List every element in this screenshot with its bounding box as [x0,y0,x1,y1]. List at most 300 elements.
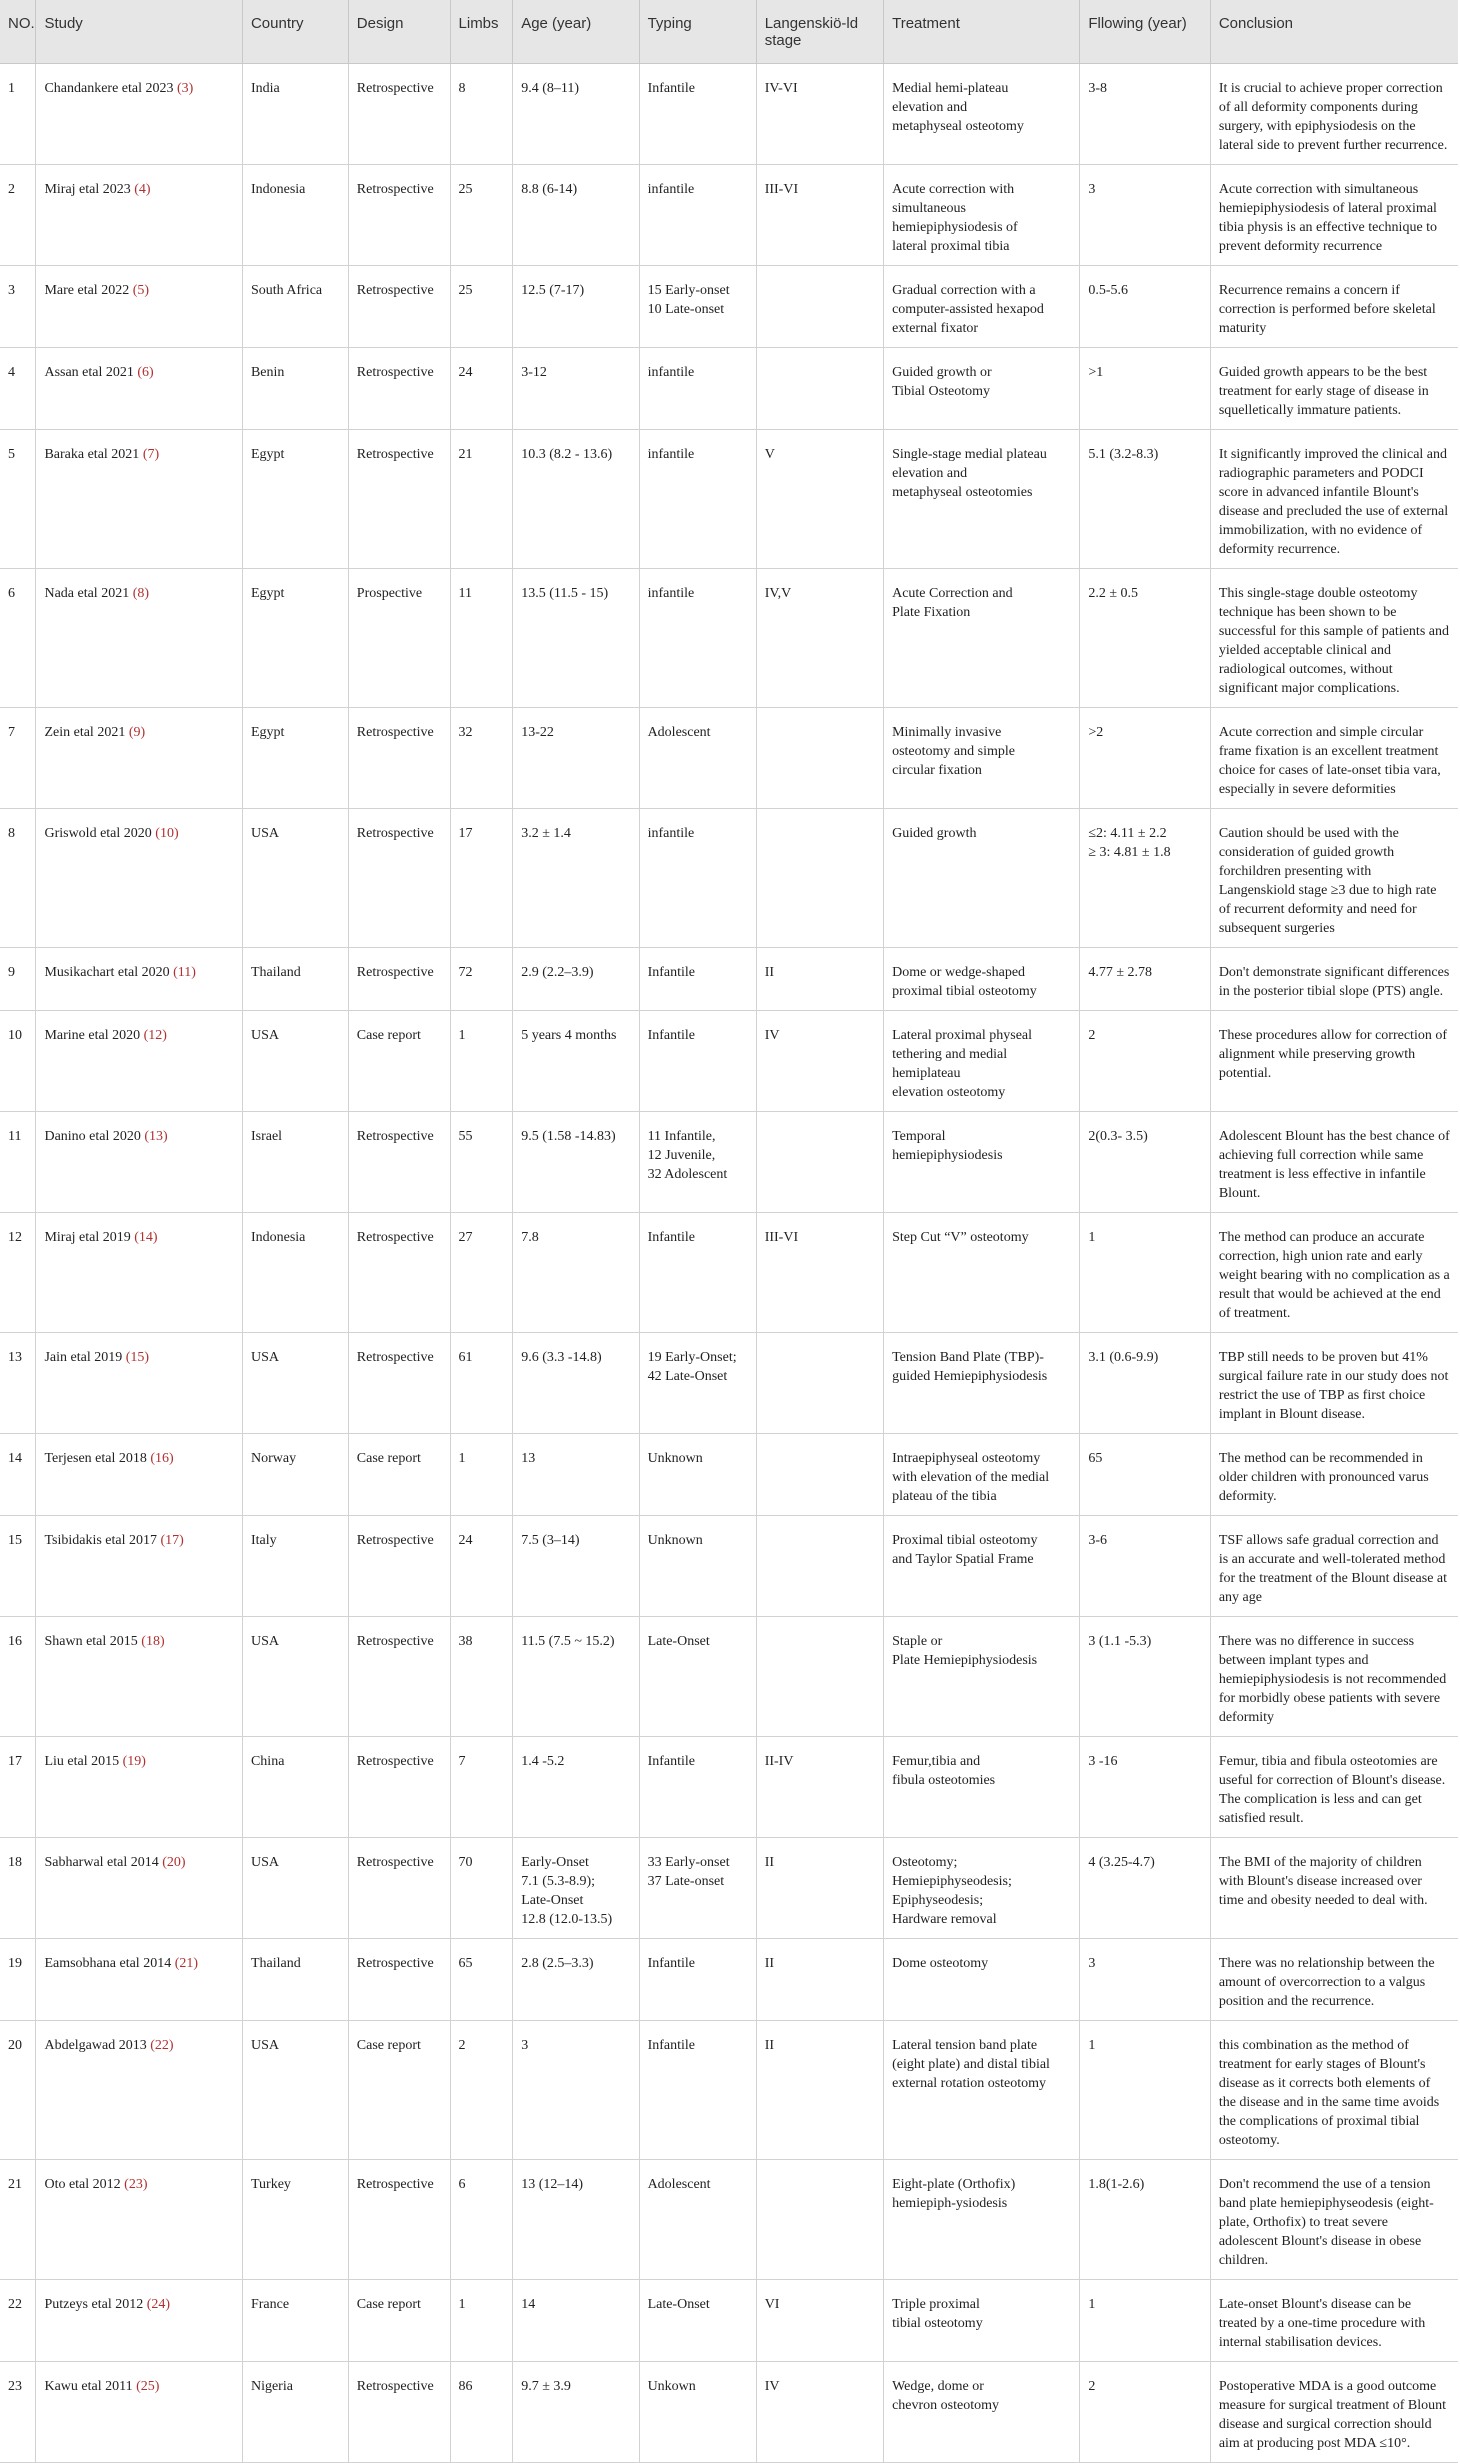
cell-conclusion: This single-stage double osteotomy technique has been shown to be successful for this sample of patients and yielded acceptable clinical and radiological outcomes, without significant major complications. [1210,569,1458,708]
cell-age: 9.4 (8–11) [513,64,639,165]
cell-study [36,1617,243,1737]
cell-design: Retrospective [348,2160,450,2280]
cell-country: Benin [242,348,348,430]
cell-design: Prospective [348,569,450,708]
cell-typing: 15 Early-onset 10 Late-onset [639,266,756,348]
cell-conclusion: The BMI of the majority of children with Blount's disease increased over time and obesity needed to deal with. [1210,1838,1458,1939]
study-name: Oto etal 2012 [44,2177,121,2192]
cell-no: 12 [0,1213,36,1333]
cell-treatment: Single-stage medial plateau elevation and metaphyseal osteotomies [884,430,1080,569]
cell-typing: Infantile [639,1939,756,2021]
cell-age: 13 [513,1434,639,1516]
cell-following: 3 [1080,165,1210,266]
cell-stage [756,708,883,809]
cell-study [36,1434,243,1516]
cell-country: South Africa [242,266,348,348]
header-typing: Typing [639,0,756,64]
cell-age: 2.9 (2.2–3.9) [513,948,639,1011]
study-name: Terjesen etal 2018 [44,1451,147,1466]
cell-no: 18 [0,1838,36,1939]
cell-stage: II-IV [756,1737,883,1838]
reference-link[interactable]: (22) [150,2038,174,2053]
cell-stage [756,2160,883,2280]
cell-study [36,266,243,348]
cell-following: 65 [1080,1434,1210,1516]
reference-link[interactable]: (11) [173,965,196,980]
cell-study [36,64,243,165]
cell-conclusion: Adolescent Blount has the best chance of achieving full correction while same treatment is less effective in infantile Blount. [1210,1112,1458,1213]
cell-design: Retrospective [348,1333,450,1434]
cell-stage: III-VI [756,1213,883,1333]
cell-conclusion: Acute correction with simultaneous hemiepiphysiodesis of lateral proximal tibia physis is an effective technique to prevent deformity recurrence [1210,165,1458,266]
cell-treatment: Triple proximal tibial osteotomy [884,2280,1080,2362]
table-row [0,1838,1458,1939]
cell-stage: II [756,948,883,1011]
cell-study [36,1838,243,1939]
cell-limbs: 86 [450,2362,513,2463]
cell-study [36,569,243,708]
table-row [0,2362,1458,2463]
cell-country: France [242,2280,348,2362]
cell-country: China [242,1737,348,1838]
cell-country: Egypt [242,569,348,708]
cell-design: Case report [348,2280,450,2362]
cell-limbs: 11 [450,569,513,708]
cell-typing: Adolescent [639,708,756,809]
table-row [0,2160,1458,2280]
cell-country: Nigeria [242,2362,348,2463]
cell-study [36,1213,243,1333]
study-name: Musikachart etal 2020 [44,965,170,980]
cell-country: Thailand [242,948,348,1011]
cell-typing: 33 Early-onset 37 Late-onset [639,1838,756,1939]
cell-study [36,948,243,1011]
cell-stage: IV-VI [756,64,883,165]
cell-age: 7.8 [513,1213,639,1333]
table-row [0,1434,1458,1516]
cell-following: 4 (3.25-4.7) [1080,1838,1210,1939]
study-name: Shawn etal 2015 [44,1634,138,1649]
cell-design: Retrospective [348,1939,450,2021]
cell-design: Retrospective [348,708,450,809]
cell-limbs: 25 [450,266,513,348]
cell-design: Case report [348,1434,450,1516]
cell-no: 23 [0,2362,36,2463]
cell-typing: 11 Infantile, 12 Juvenile, 32 Adolescent [639,1112,756,1213]
study-name: Liu etal 2015 [44,1754,120,1769]
reference-link[interactable]: (17) [160,1533,184,1548]
cell-following: 4.77 ± 2.78 [1080,948,1210,1011]
cell-limbs: 65 [450,1939,513,2021]
cell-no: 3 [0,266,36,348]
cell-country: USA [242,1838,348,1939]
cell-stage [756,809,883,948]
cell-treatment: Dome or wedge-shaped proximal tibial osteotomy [884,948,1080,1011]
cell-design: Case report [348,2021,450,2160]
cell-typing: Infantile [639,64,756,165]
cell-following: ≤2: 4.11 ± 2.2 ≥ 3: 4.81 ± 1.8 [1080,809,1210,948]
cell-following: >1 [1080,348,1210,430]
cell-limbs: 8 [450,64,513,165]
cell-no: 7 [0,708,36,809]
cell-age: 3-12 [513,348,639,430]
cell-stage: II [756,1939,883,2021]
cell-following: 2.2 ± 0.5 [1080,569,1210,708]
cell-design: Retrospective [348,165,450,266]
cell-treatment: Minimally invasive osteotomy and simple circular fixation [884,708,1080,809]
table-row [0,569,1458,708]
cell-age: 3.2 ± 1.4 [513,809,639,948]
cell-design: Case report [348,1011,450,1112]
reference-link[interactable]: (24) [146,2297,171,2312]
reference-link[interactable]: (18) [141,1634,165,1649]
cell-conclusion: It significantly improved the clinical and radiographic parameters and PODCI score in advanced infantile Blount's disease and precluded the use of external immobilization, with no evidence of deformity recurrence. [1210,430,1458,569]
cell-typing: Unknown [639,1434,756,1516]
cell-limbs: 24 [450,1516,513,1617]
header-study: Study [36,0,243,64]
table-row [0,2280,1458,2362]
cell-conclusion: Don't demonstrate significant differences in the posterior tibial slope (PTS) angle. [1210,948,1458,1011]
cell-stage: VI [756,2280,883,2362]
cell-conclusion: The method can produce an accurate correction, high union rate and early weight bearing with no complication as a result that would be achieved at the end of treatment. [1210,1213,1458,1333]
cell-no: 17 [0,1737,36,1838]
cell-following: 1 [1080,1213,1210,1333]
table-row [0,1516,1458,1617]
cell-typing: Adolescent [639,2160,756,2280]
cell-age: 3 [513,2021,639,2160]
study-name: Mare etal 2022 [44,283,130,298]
cell-no: 10 [0,1011,36,1112]
cell-treatment: Eight-plate (Orthofix) hemiepiph-ysiodesis [884,2160,1080,2280]
cell-design: Retrospective [348,1617,450,1737]
reference-link[interactable]: (25) [136,2379,160,2394]
reference-link[interactable]: (7) [142,447,160,462]
table-row [0,1213,1458,1333]
cell-no: 21 [0,2160,36,2280]
table-row [0,1617,1458,1737]
cell-limbs: 25 [450,165,513,266]
cell-treatment: Wedge, dome or chevron osteotomy [884,2362,1080,2463]
cell-design: Retrospective [348,430,450,569]
cell-treatment: Medial hemi-plateau elevation and metaphyseal osteotomy [884,64,1080,165]
cell-following: >2 [1080,708,1210,809]
cell-country: Thailand [242,1939,348,2021]
cell-stage [756,348,883,430]
cell-following: 5.1 (3.2-8.3) [1080,430,1210,569]
cell-age: 1.4 -5.2 [513,1737,639,1838]
table-row [0,165,1458,266]
cell-study [36,1333,243,1434]
cell-typing: Infantile [639,2021,756,2160]
cell-treatment: Guided growth [884,809,1080,948]
cell-following: 0.5-5.6 [1080,266,1210,348]
cell-limbs: 24 [450,348,513,430]
header-following: Fllowing (year) [1080,0,1210,64]
table-row [0,430,1458,569]
study-name: Chandankere etal 2023 [44,81,174,96]
cell-following: 3 (1.1 -5.3) [1080,1617,1210,1737]
reference-link[interactable]: (5) [132,283,150,298]
cell-following: 3-8 [1080,64,1210,165]
table-row [0,948,1458,1011]
table-row [0,348,1458,430]
table-row [0,64,1458,165]
cell-study [36,2362,243,2463]
reference-link[interactable]: (21) [174,1956,199,1971]
cell-country: Norway [242,1434,348,1516]
cell-design: Retrospective [348,1112,450,1213]
cell-limbs: 1 [450,1011,513,1112]
cell-stage [756,1112,883,1213]
cell-no: 4 [0,348,36,430]
cell-conclusion: Recurrence remains a concern if correction is performed before skeletal maturity [1210,266,1458,348]
reference-link[interactable]: (20) [162,1855,186,1870]
cell-country: Indonesia [242,165,348,266]
cell-typing: Infantile [639,1737,756,1838]
cell-no: 22 [0,2280,36,2362]
reference-link[interactable]: (3) [177,81,194,96]
cell-treatment: Guided growth or Tibial Osteotomy [884,348,1080,430]
cell-country: Turkey [242,2160,348,2280]
cell-country: Italy [242,1516,348,1617]
cell-conclusion: There was no difference in success between implant types and hemiepiphysiodesis is not recommended for morbidly obese patients with severe deformity [1210,1617,1458,1737]
cell-study [36,1011,243,1112]
study-name: Griswold etal 2020 [44,826,152,841]
cell-age: 2.8 (2.5–3.3) [513,1939,639,2021]
cell-typing: infantile [639,430,756,569]
cell-study [36,165,243,266]
cell-age: 13.5 (11.5 - 15) [513,569,639,708]
cell-no: 15 [0,1516,36,1617]
cell-typing: infantile [639,348,756,430]
header-limbs: Limbs [450,0,513,64]
cell-design: Retrospective [348,948,450,1011]
cell-limbs: 1 [450,1434,513,1516]
reference-link[interactable]: (10) [155,826,179,841]
cell-age: 13-22 [513,708,639,809]
table-row [0,1112,1458,1213]
cell-treatment: Lateral proximal physeal tethering and medial hemiplateau elevation osteotomy [884,1011,1080,1112]
cell-country: Egypt [242,430,348,569]
cell-limbs: 2 [450,2021,513,2160]
cell-following: 3.1 (0.6-9.9) [1080,1333,1210,1434]
cell-typing: Infantile [639,1213,756,1333]
study-name: Assan etal 2021 [44,365,134,380]
cell-stage: II [756,2021,883,2160]
cell-conclusion: It is crucial to achieve proper correction of all deformity components during surgery, with epiphysiodesis on the lateral side to prevent further recurrence. [1210,64,1458,165]
cell-following: 1.8(1-2.6) [1080,2160,1210,2280]
cell-typing: Late-Onset [639,1617,756,1737]
cell-no: 14 [0,1434,36,1516]
cell-no: 5 [0,430,36,569]
study-name: Kawu etal 2011 [44,2379,133,2394]
cell-no: 6 [0,569,36,708]
cell-following: 3 [1080,1939,1210,2021]
cell-conclusion: Postoperative MDA is a good outcome measure for surgical treatment of Blount disease and surgical correction should aim at producing post MDA ≤10°. [1210,2362,1458,2463]
study-name: Danino etal 2020 [44,1129,141,1144]
cell-treatment: Femur,tibia and fibula osteotomies [884,1737,1080,1838]
cell-stage [756,266,883,348]
cell-country: Indonesia [242,1213,348,1333]
reference-link[interactable]: (13) [144,1129,168,1144]
cell-following: 1 [1080,2280,1210,2362]
cell-no: 11 [0,1112,36,1213]
cell-design: Retrospective [348,1737,450,1838]
cell-no: 8 [0,809,36,948]
cell-typing: Late-Onset [639,2280,756,2362]
cell-no: 20 [0,2021,36,2160]
cell-treatment: Gradual correction with a computer-assisted hexapod external fixator [884,266,1080,348]
cell-country: India [242,64,348,165]
study-name: Zein etal 2021 [44,725,126,740]
reference-link[interactable]: (9) [128,725,146,740]
cell-treatment: Tension Band Plate (TBP)- guided Hemiepiphysiodesis [884,1333,1080,1434]
cell-stage [756,1617,883,1737]
cell-treatment: Temporal hemiepiphysiodesis [884,1112,1080,1213]
reference-link[interactable]: (14) [134,1230,158,1245]
study-name: Marine etal 2020 [44,1028,141,1043]
cell-conclusion: Don't recommend the use of a tension band plate hemiepiphyseodesis (eight-plate, Orthofix) to treat severe adolescent Blount's disease in obese children. [1210,2160,1458,2280]
header-conclusion: Conclusion [1210,0,1458,64]
cell-limbs: 21 [450,430,513,569]
cell-following: 2(0.3- 3.5) [1080,1112,1210,1213]
study-name: Nada etal 2021 [44,586,130,601]
cell-limbs: 17 [450,809,513,948]
cell-conclusion: TSF allows safe gradual correction and is an accurate and well-tolerated method for the treatment of the Blount disease at any age [1210,1516,1458,1617]
cell-no: 19 [0,1939,36,2021]
cell-study [36,708,243,809]
cell-treatment: Step Cut “V” osteotomy [884,1213,1080,1333]
cell-limbs: 6 [450,2160,513,2280]
cell-conclusion: this combination as the method of treatment for early stages of Blount's disease as it corrects both elements of the disease and in the same time avoids the complications of proximal tibial osteotomy. [1210,2021,1458,2160]
cell-stage: IV [756,2362,883,2463]
cell-no: 16 [0,1617,36,1737]
study-name: Jain etal 2019 [44,1350,123,1365]
cell-design: Retrospective [348,809,450,948]
study-name: Miraj etal 2019 [44,1230,131,1245]
cell-limbs: 27 [450,1213,513,1333]
cell-typing: 19 Early-Onset; 42 Late-Onset [639,1333,756,1434]
reference-link[interactable]: (12) [143,1028,167,1043]
cell-design: Retrospective [348,64,450,165]
cell-study [36,2160,243,2280]
cell-limbs: 32 [450,708,513,809]
cell-following: 1 [1080,2021,1210,2160]
cell-treatment: Acute Correction and Plate Fixation [884,569,1080,708]
table-row [0,1011,1458,1112]
cell-limbs: 61 [450,1333,513,1434]
cell-country: Israel [242,1112,348,1213]
cell-treatment: Acute correction with simultaneous hemiepiphysiodesis of lateral proximal tibia [884,165,1080,266]
cell-conclusion: There was no relationship between the amount of overcorrection to a valgus position and the recurrence. [1210,1939,1458,2021]
cell-conclusion: These procedures allow for correction of alignment while preserving growth potential. [1210,1011,1458,1112]
table-row [0,1939,1458,2021]
cell-study [36,1112,243,1213]
reference-link[interactable]: (23) [124,2177,148,2192]
cell-design: Retrospective [348,2362,450,2463]
cell-stage [756,1516,883,1617]
cell-limbs: 38 [450,1617,513,1737]
header-country: Country [242,0,348,64]
cell-design: Retrospective [348,266,450,348]
cell-stage: V [756,430,883,569]
cell-following: 3 -16 [1080,1737,1210,1838]
cell-stage: IV,V [756,569,883,708]
cell-conclusion: Guided growth appears to be the best treatment for early stage of disease in squelletically immature patients. [1210,348,1458,430]
cell-country: USA [242,2021,348,2160]
cell-age: 13 (12–14) [513,2160,639,2280]
cell-design: Retrospective [348,1838,450,1939]
cell-country: USA [242,1617,348,1737]
cell-age: Early-Onset 7.1 (5.3-8.9); Late-Onset 12.8 (12.0-13.5) [513,1838,639,1939]
cell-typing: infantile [639,809,756,948]
cell-typing: infantile [639,569,756,708]
cell-typing: Infantile [639,948,756,1011]
cell-stage [756,1434,883,1516]
cell-conclusion: TBP still needs to be proven but 41% surgical failure rate in our study does not restrict the use of TBP as first choice implant in Blount disease. [1210,1333,1458,1434]
reference-link[interactable]: (19) [122,1754,146,1769]
header-no: NO. [0,0,36,64]
cell-age: 12.5 (7-17) [513,266,639,348]
header-treatment: Treatment [884,0,1080,64]
cell-age: 7.5 (3–14) [513,1516,639,1617]
reference-link[interactable]: (8) [132,586,150,601]
table-row [0,2021,1458,2160]
cell-no: 13 [0,1333,36,1434]
study-name: Miraj etal 2023 [44,182,131,197]
table-row [0,809,1458,948]
reference-link[interactable]: (16) [150,1451,174,1466]
study-name: Tsibidakis etal 2017 [44,1533,158,1548]
cell-age: 5 years 4 months [513,1011,639,1112]
table-row [0,708,1458,809]
reference-link[interactable]: (4) [134,182,151,197]
cell-limbs: 1 [450,2280,513,2362]
header-row [0,0,1458,64]
cell-following: 2 [1080,2362,1210,2463]
cell-age: 14 [513,2280,639,2362]
table-row [0,1737,1458,1838]
table-body [0,64,1458,2463]
cell-country: USA [242,809,348,948]
cell-typing: Unknown [639,1516,756,1617]
cell-stage: II [756,1838,883,1939]
cell-study [36,1516,243,1617]
cell-limbs: 55 [450,1112,513,1213]
reference-link[interactable]: (15) [125,1350,150,1365]
cell-treatment: Proximal tibial osteotomy and Taylor Spatial Frame [884,1516,1080,1617]
study-name: Abdelgawad 2013 [44,2038,147,2053]
study-name: Putzeys etal 2012 [44,2297,144,2312]
header-age: Age (year) [513,0,639,64]
cell-study [36,348,243,430]
cell-design: Retrospective [348,348,450,430]
cell-no: 2 [0,165,36,266]
cell-stage [756,1333,883,1434]
cell-limbs: 72 [450,948,513,1011]
cell-study [36,809,243,948]
table-header [0,0,1458,64]
cell-conclusion: Late-onset Blount's disease can be treated by a one-time procedure with internal stabilisation devices. [1210,2280,1458,2362]
cell-following: 3-6 [1080,1516,1210,1617]
cell-study [36,1939,243,2021]
cell-age: 8.8 (6-14) [513,165,639,266]
cell-study [36,2021,243,2160]
reference-link[interactable]: (6) [137,365,154,380]
table-row [0,1333,1458,1434]
cell-study [36,1737,243,1838]
study-name: Baraka etal 2021 [44,447,140,462]
